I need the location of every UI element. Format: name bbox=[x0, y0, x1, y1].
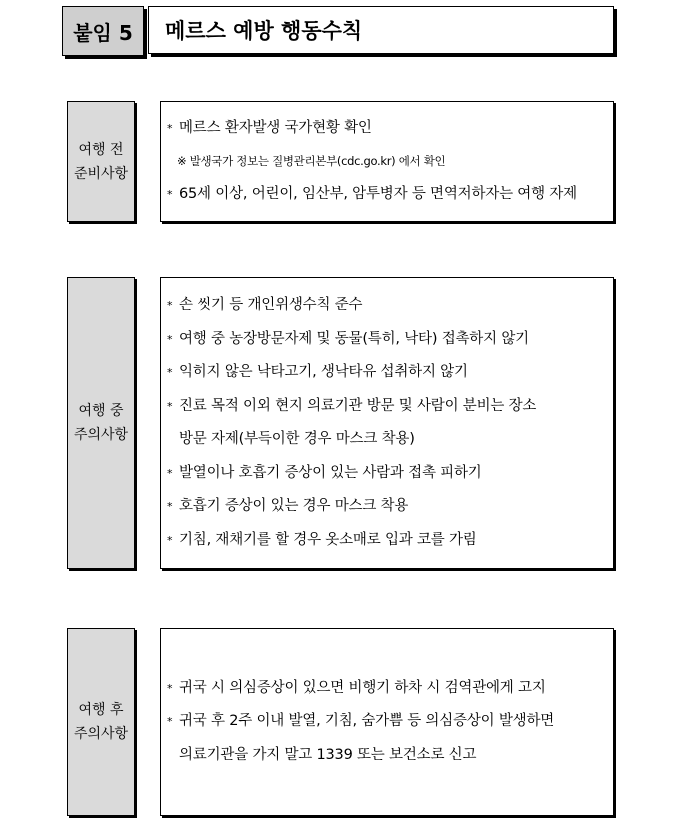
section-label-line: 여행 후 bbox=[78, 702, 124, 718]
item-text: 익히지 않은 낙타고기, 생낙타유 섭취하지 않기 bbox=[179, 364, 468, 380]
list-item bbox=[167, 356, 613, 390]
item-text: 진료 목적 이외 현지 의료기관 방문 및 사람이 분비는 장소 bbox=[179, 397, 537, 414]
section-label-before-travel bbox=[67, 101, 135, 222]
list-item bbox=[167, 112, 613, 146]
section-label-line: 주의사항 bbox=[73, 726, 129, 742]
list-item bbox=[167, 705, 613, 739]
item-text: 발열이나 호흡기 증상이 있는 사람과 접촉 피하기 bbox=[179, 464, 482, 481]
item-text: 메르스 환자발생 국가현황 확인 bbox=[179, 119, 372, 136]
bullet: * bbox=[167, 121, 173, 135]
bullet: * bbox=[167, 715, 173, 729]
title-text: 메르스 예방 행동수칙 bbox=[148, 6, 614, 54]
list-item bbox=[167, 457, 613, 491]
list-item bbox=[167, 524, 613, 558]
list-item bbox=[167, 323, 613, 357]
bullet: * bbox=[167, 500, 173, 513]
bullet: * bbox=[167, 681, 173, 695]
list-item bbox=[167, 178, 613, 212]
list-item-continuation: 방문 자제(부득이한 경우 마스크 착용) bbox=[179, 431, 415, 447]
list-item-continuation: 의료기관을 가지 말고 1339 또는 보건소로 신고 bbox=[179, 746, 477, 763]
section-label-during-travel bbox=[67, 277, 135, 569]
attachment-number: 붙임 5 bbox=[62, 6, 144, 56]
item-text: 귀국 후 2주 이내 발열, 기침, 숨가쁨 등 의심증상이 발생하면 bbox=[179, 713, 555, 730]
list-item bbox=[167, 672, 613, 706]
reference-note: ※ 발생국가 정보는 질병관리본부(cdc.go.kr) 에서 확인 bbox=[177, 154, 446, 168]
bullet: * bbox=[167, 332, 173, 346]
section-label-line: 준비사항 bbox=[73, 165, 129, 182]
bullet: * bbox=[167, 466, 173, 480]
bullet: * bbox=[167, 399, 173, 413]
section-label-line: 여행 중 bbox=[78, 403, 124, 419]
section-content-before-travel bbox=[160, 101, 614, 222]
item-text: 기침, 재채기를 할 경우 옷소매로 입과 코를 가림 bbox=[179, 531, 477, 548]
bullet: * bbox=[167, 533, 173, 547]
bullet: * bbox=[167, 188, 173, 201]
section-content-during-travel bbox=[160, 277, 614, 569]
item-text: 호흡기 증상이 있는 경우 마스크 착용 bbox=[179, 498, 409, 514]
section-label-line: 여행 전 bbox=[78, 141, 124, 158]
bullet: * bbox=[167, 366, 173, 379]
section-label-line: 주의사항 bbox=[73, 427, 129, 443]
list-item bbox=[167, 289, 613, 323]
bullet: * bbox=[167, 299, 173, 312]
section-content-after-travel bbox=[160, 628, 614, 816]
item-text: 귀국 시 의심증상이 있으면 비행기 하차 시 검역관에게 고지 bbox=[179, 679, 546, 696]
list-item bbox=[167, 390, 613, 424]
item-text: 손 씻기 등 개인위생수칙 준수 bbox=[179, 297, 363, 313]
item-text: 여행 중 농장방문자제 및 동물(특히, 낙타) 접촉하지 않기 bbox=[179, 330, 529, 347]
item-text: 65세 이상, 어린이, 임산부, 암투병자 등 면역저하자는 여행 자제 bbox=[179, 186, 577, 202]
section-label-after-travel bbox=[67, 628, 135, 816]
list-item bbox=[167, 490, 613, 524]
